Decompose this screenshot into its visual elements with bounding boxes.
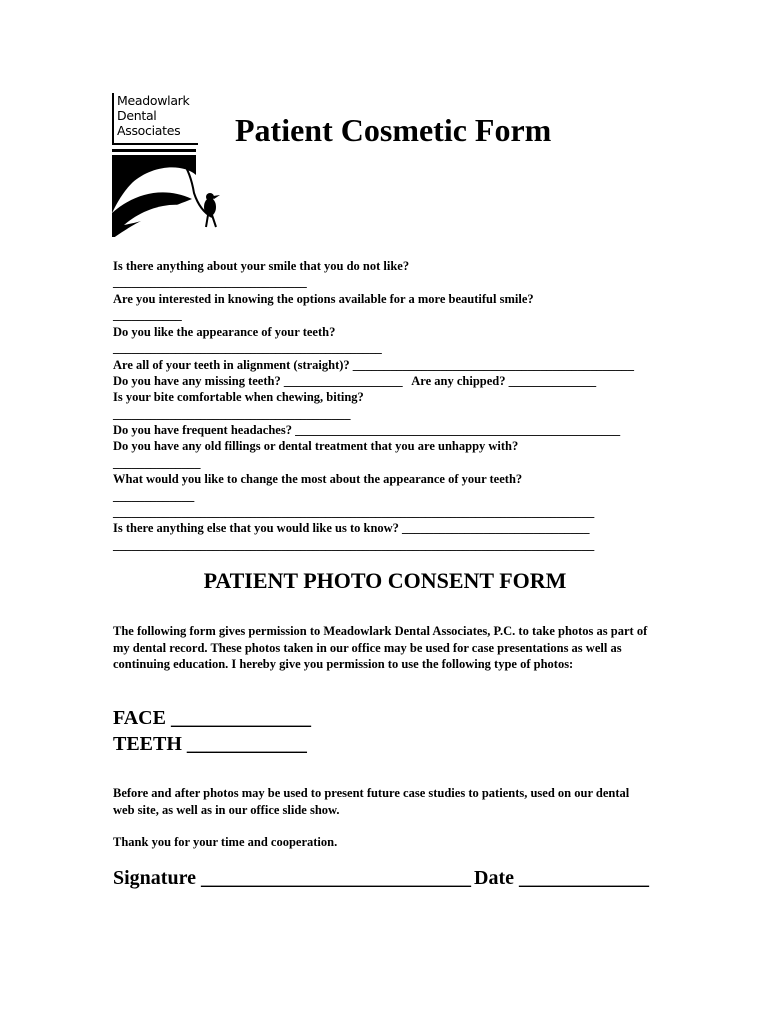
question-bite: Is your bite comfortable when chewing, biting? (113, 390, 364, 404)
question-smile-dislike: Is there anything about your smile that you do not like? (113, 259, 410, 273)
answer-line[interactable]: ______________________________________ (113, 407, 351, 421)
question-options-interest: Are you interested in knowing the options available for a more beautiful smile? (113, 292, 534, 306)
logo-line-3: Associates (117, 123, 181, 138)
form-title: Patient Cosmetic Form (235, 112, 552, 148)
answer-line[interactable]: ___________ (113, 308, 182, 322)
logo-line-1: Meadowlark (117, 93, 190, 108)
date-field[interactable]: Date _____________ (474, 867, 649, 889)
practice-logo (112, 93, 224, 238)
question-old-fillings: Do you have any old fillings or dental treatment that you are unhappy with? (113, 439, 519, 453)
consent-section-title: PATIENT PHOTO CONSENT FORM (203, 568, 567, 593)
face-photo-field[interactable]: FACE ______________ (113, 707, 311, 729)
logo-wordmark (112, 93, 198, 145)
logo-line-2: Dental (117, 108, 157, 123)
answer-line[interactable]: _______________________________ (113, 275, 307, 289)
signature-field[interactable]: Signature ___________________________ (113, 867, 471, 889)
question-headaches[interactable]: Do you have frequent headaches? ____________________________________________________ (113, 423, 621, 437)
teeth-photo-field[interactable]: TEETH ____________ (113, 733, 307, 755)
consent-intro: The following form gives permission to Meadowlark Dental Associates, P.C. to take photos as part of my dental record. These photos taken in our office may be used for case presentations as well as continuing education. I hereby give you permission to use the following type of photos: (113, 624, 648, 671)
answer-line[interactable]: _____________________________________________________________________________ (113, 505, 595, 519)
question-alignment[interactable]: Are all of your teeth in alignment (straight)? _____________________________________________ (113, 358, 635, 372)
question-teeth-appearance: Do you like the appearance of your teeth? (113, 325, 336, 339)
question-anything-else[interactable]: Is there anything else that you would like us to know? ______________________________ (113, 521, 590, 535)
answer-line[interactable]: ______________ (113, 456, 201, 470)
question-missing-chipped[interactable]: Do you have any missing teeth? ___________________ Are any chipped? ______________ (113, 374, 597, 388)
answer-line[interactable]: _____________________________________________________________________________ (113, 538, 595, 552)
thank-you-note: Thank you for your time and cooperation. (113, 835, 338, 849)
logo-divider (112, 149, 196, 152)
question-change-most: What would you like to change the most about the appearance of your teeth? (113, 472, 523, 486)
answer-line[interactable]: ___________________________________________ (113, 341, 382, 355)
answer-line[interactable]: _____________ (113, 489, 195, 503)
bird-on-branch-icon (112, 155, 224, 237)
photo-usage-note: Before and after photos may be used to present future case studies to patients, used on our dental web site, as well as in our office slide show. (113, 786, 630, 817)
